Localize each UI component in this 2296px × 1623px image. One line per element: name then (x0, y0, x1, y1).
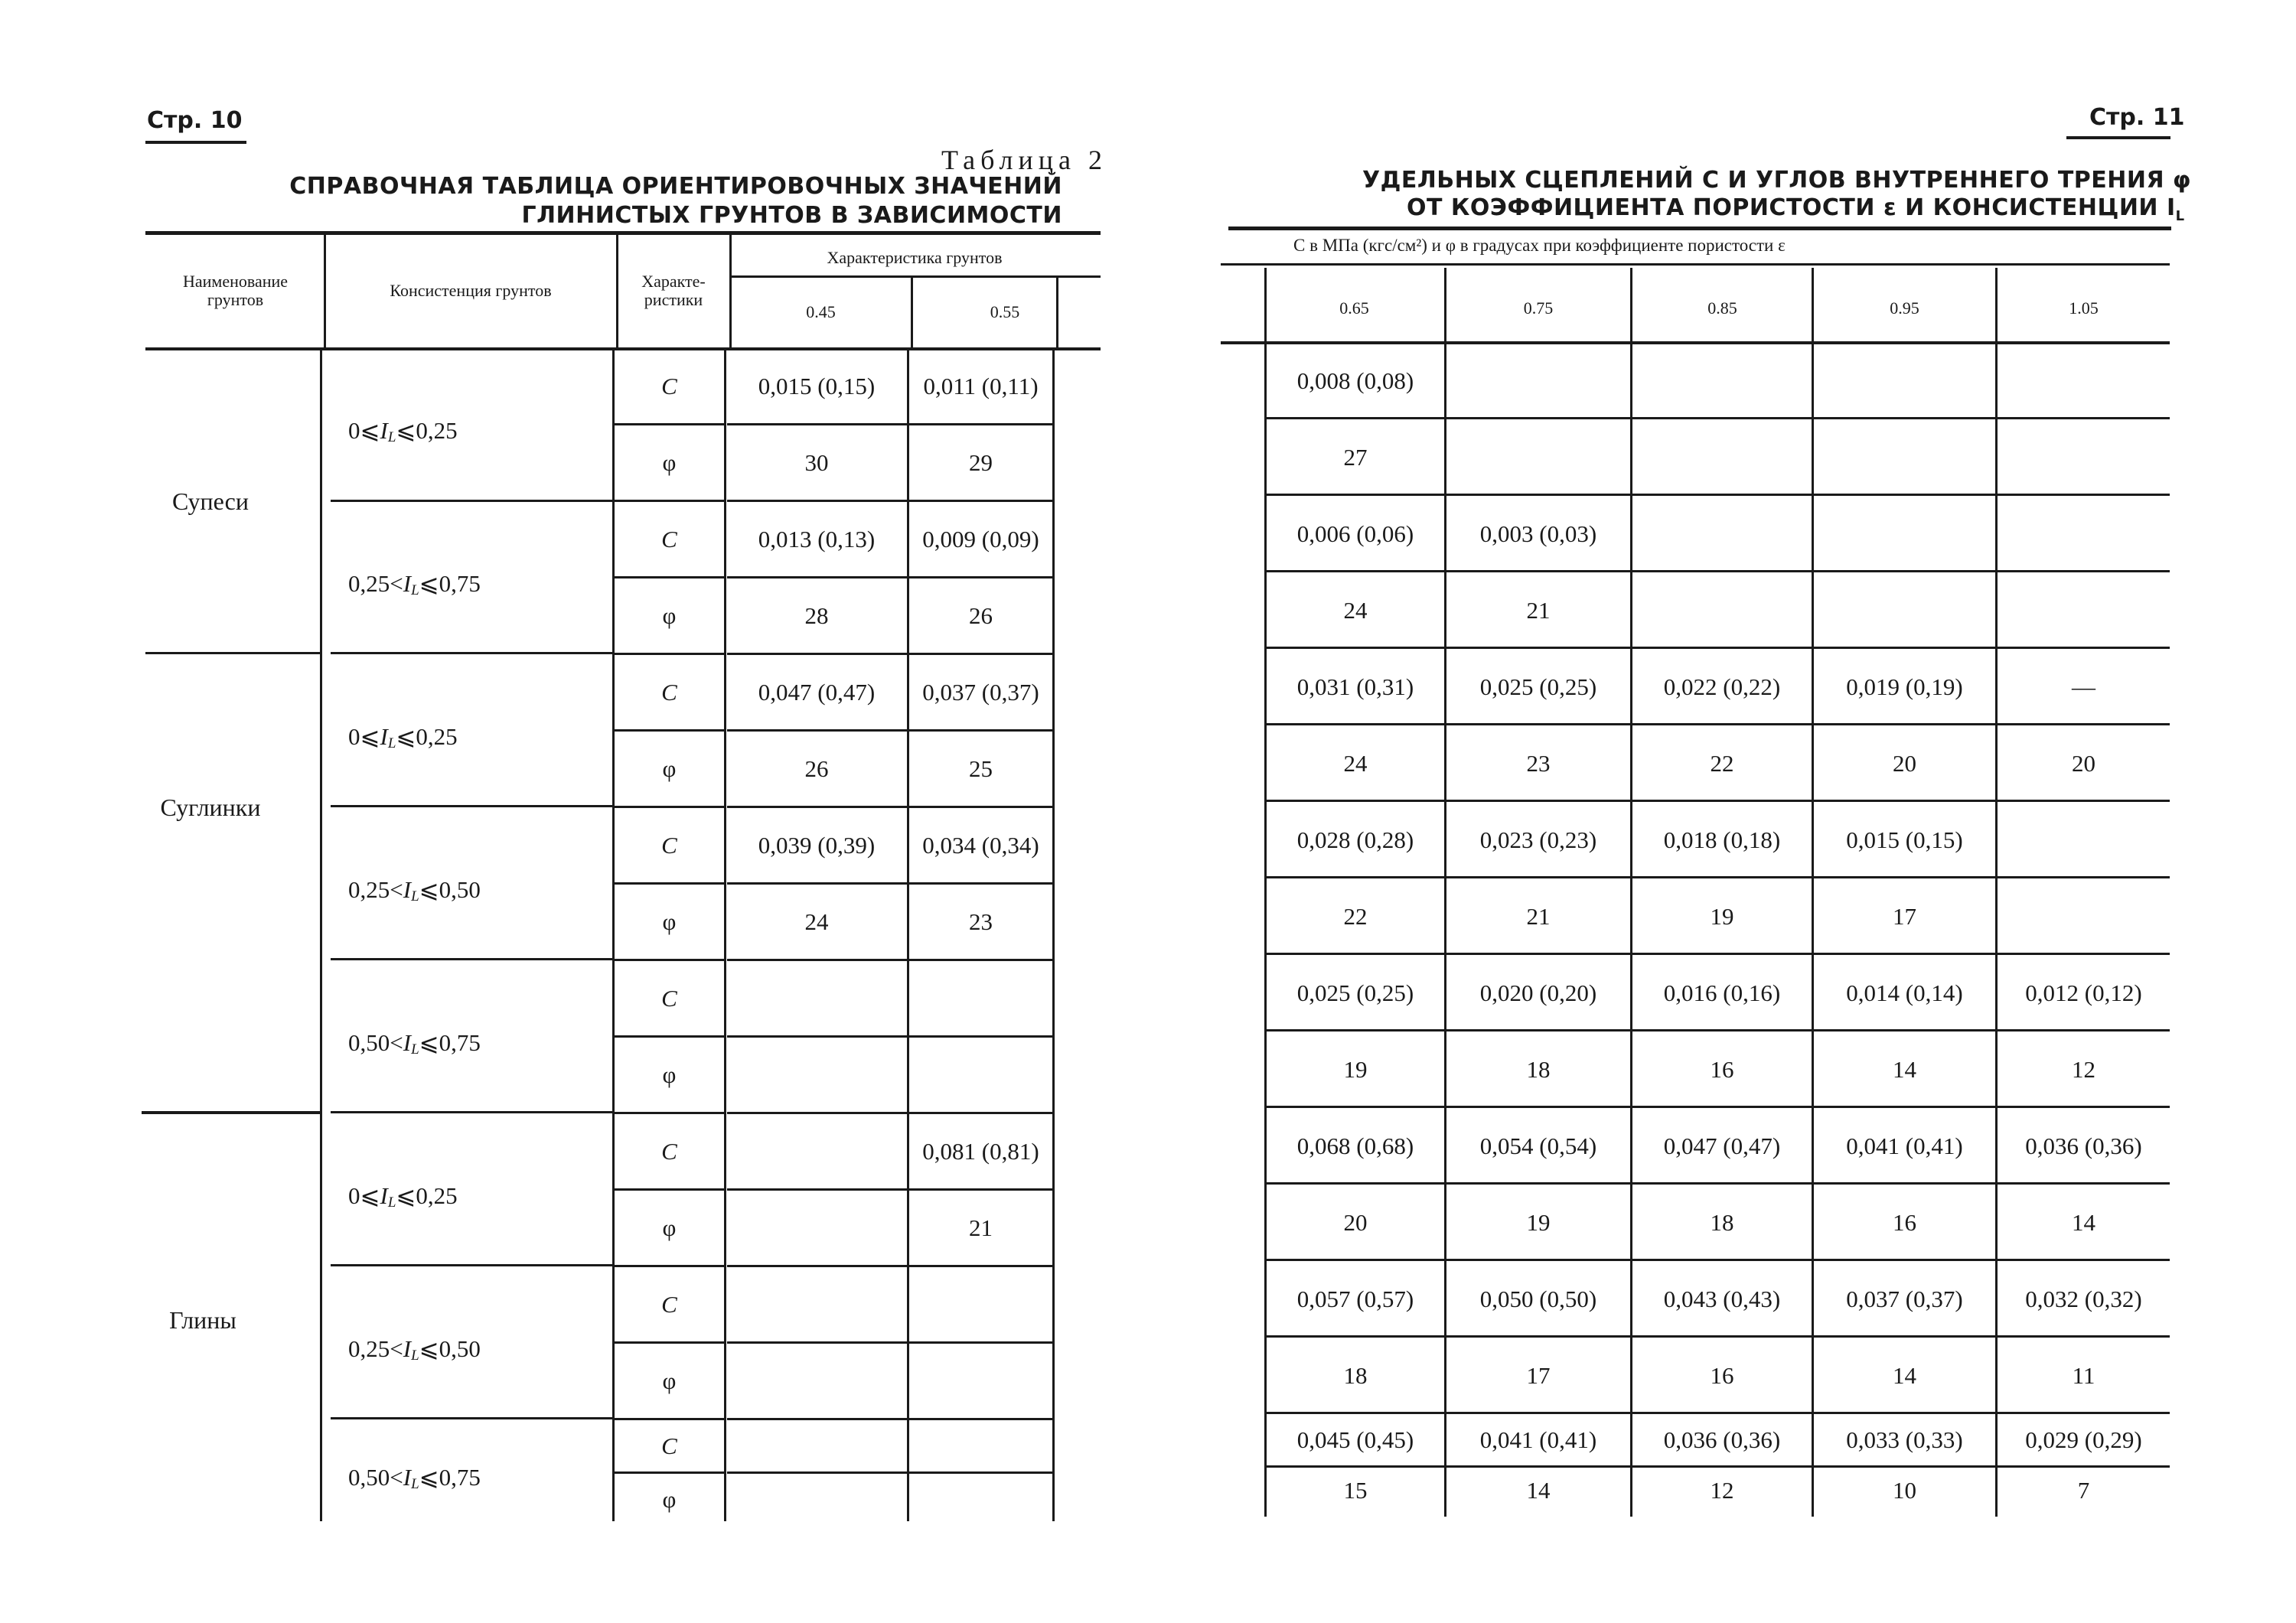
right-vline (1812, 268, 1814, 1517)
right-cell: 19 (1710, 903, 1734, 930)
right-cell: 27 (1343, 444, 1368, 471)
data-rule (727, 1112, 1052, 1114)
right-cell: 0,015 (0,15) (1846, 826, 1963, 853)
data-rule (727, 576, 1052, 578)
right-cell: 0,041 (0,41) (1846, 1133, 1963, 1159)
right-cell: 21 (1526, 903, 1551, 930)
data-rule (727, 882, 1052, 885)
consistency-label: $0,25<I_L⩽0,50$ (348, 1335, 481, 1364)
right-vline (1995, 268, 1998, 1517)
right-cell: 17 (1526, 1362, 1551, 1389)
header-consistency: Консистенция грунтов (390, 281, 552, 300)
right-cell: 17 (1893, 903, 1916, 930)
right-cell: 16 (1893, 1209, 1916, 1236)
left-cell: 0,015 (0,15) (758, 373, 876, 399)
right-cell: 0,025 (0,25) (1479, 673, 1597, 700)
left-cell: 30 (804, 449, 829, 476)
char-rule (615, 1341, 725, 1344)
char-rule (615, 1418, 725, 1420)
data-rule (727, 1418, 1052, 1420)
right-cell: 20 (1343, 1209, 1368, 1236)
body-vline-5 (1052, 350, 1055, 1521)
right-header-rule (1221, 263, 2170, 266)
data-rule (727, 653, 1052, 655)
right-vline (1630, 268, 1632, 1517)
left-page-number-underline (145, 141, 246, 144)
cons-separator-4 (331, 958, 614, 960)
right-cell: 0,047 (0,47) (1663, 1133, 1781, 1159)
char-rule (615, 1188, 725, 1191)
char-rule (615, 576, 725, 578)
char-rule (615, 1265, 725, 1267)
left-header-bottom-rule (145, 347, 1101, 350)
data-rule (727, 1188, 1052, 1191)
right-cell: 0,016 (0,16) (1663, 979, 1781, 1006)
right-cell: 0,036 (0,36) (2025, 1133, 2142, 1159)
right-row-rule (1264, 1412, 2170, 1414)
data-rule (727, 1265, 1052, 1267)
left-table-top-rule (145, 231, 1101, 235)
left-cell: 21 (969, 1214, 993, 1241)
left-cell: 0,009 (0,09) (922, 526, 1039, 552)
char-rule (615, 1471, 725, 1474)
data-rule (727, 1035, 1052, 1038)
right-cell: 14 (2072, 1209, 2095, 1236)
right-row-rule (1264, 647, 2170, 649)
right-cell: 0,006 (0,06) (1296, 520, 1414, 547)
right-row-rule (1264, 570, 2170, 572)
right-vline (1444, 268, 1446, 1517)
char-rule (615, 653, 725, 655)
right-table-top-rule (1228, 227, 2171, 230)
char-symbol-phi: φ (662, 1486, 677, 1513)
right-row-rule (1264, 800, 2170, 802)
right-cell: 18 (1343, 1362, 1368, 1389)
left-cell: 26 (804, 755, 829, 782)
left-cell: 23 (969, 908, 993, 935)
right-cell: 0,045 (0,45) (1296, 1426, 1414, 1453)
right-cell: 0,068 (0,68) (1296, 1133, 1414, 1159)
right-row-rule (1264, 417, 2170, 419)
right-col-header: 1.05 (2069, 298, 2099, 318)
right-cell: 0,032 (0,32) (2025, 1286, 2142, 1312)
left-cell: 24 (804, 908, 829, 935)
right-cell: 14 (1893, 1056, 1916, 1083)
left-cell: 28 (804, 602, 829, 629)
char-symbol-phi: φ (662, 1367, 677, 1394)
right-cell: 16 (1710, 1056, 1734, 1083)
right-cell: 16 (1710, 1362, 1734, 1389)
right-page-number-underline (2066, 136, 2170, 139)
char-rule (615, 500, 725, 502)
data-rule (727, 959, 1052, 961)
char-symbol-c: C (661, 1138, 677, 1165)
left-cell: 0,081 (0,81) (922, 1138, 1039, 1165)
right-cell: 22 (1343, 903, 1368, 930)
right-cell: 0,014 (0,14) (1846, 979, 1963, 1006)
soil-name-suglinki: Суглинки (160, 793, 261, 821)
left-cell: 0,011 (0,11) (923, 373, 1039, 399)
soil-name-supesi: Супеси (172, 487, 249, 515)
header-e-045: 0.45 (806, 301, 836, 321)
soil-separator-1 (145, 652, 321, 654)
char-symbol-c: C (661, 373, 677, 399)
char-symbol-phi: φ (662, 602, 677, 629)
data-rule (727, 806, 1052, 808)
consistency-label: $0,25<I_L⩽0,75$ (348, 570, 481, 598)
header-soil-characteristic-group: Характеристика грунтов (827, 248, 1003, 267)
char-symbol-c: C (661, 985, 677, 1012)
char-rule (615, 959, 725, 961)
char-symbol-c: C (661, 679, 677, 706)
right-cell: 12 (1710, 1477, 1734, 1504)
left-cell: 0,013 (0,13) (758, 526, 876, 552)
left-cell: 0,047 (0,47) (758, 679, 876, 706)
right-header-line: C в МПа (кгс/см²) и φ в градусах при коэффициенте пористости ε (1293, 236, 1786, 255)
char-rule (615, 882, 725, 885)
header-vline-2 (616, 235, 618, 348)
right-col-header: 0.75 (1523, 298, 1554, 318)
header-e-055: 0.55 (990, 301, 1020, 321)
char-rule (615, 806, 725, 808)
soil-separator-2 (142, 1111, 321, 1114)
right-cell: 24 (1343, 597, 1368, 624)
right-row-rule (1264, 1106, 2170, 1108)
char-rule (615, 423, 725, 425)
left-cell: 29 (969, 449, 993, 476)
header-vline-3 (729, 235, 732, 348)
right-cell: 23 (1526, 750, 1551, 777)
right-cell: 19 (1343, 1056, 1368, 1083)
right-cell: 0,020 (0,20) (1479, 979, 1597, 1006)
right-cell: 0,041 (0,41) (1479, 1426, 1597, 1453)
left-cell: 26 (969, 602, 993, 629)
right-cell: 0,054 (0,54) (1479, 1133, 1597, 1159)
char-symbol-c: C (661, 526, 677, 552)
right-cell: 0,018 (0,18) (1663, 826, 1781, 853)
right-cell: 19 (1526, 1209, 1551, 1236)
char-symbol-phi: φ (662, 1061, 677, 1088)
char-symbol-c: C (661, 832, 677, 859)
right-row-rule (1264, 1259, 2170, 1261)
right-cell: 0,057 (0,57) (1296, 1286, 1414, 1312)
right-row-rule (1264, 494, 2170, 496)
data-rule (727, 1341, 1052, 1344)
right-col-header: 0.65 (1339, 298, 1369, 318)
header-group-rule (731, 275, 1101, 278)
right-cell: 21 (1526, 597, 1551, 624)
right-cell: 0,012 (0,12) (2025, 979, 2142, 1006)
soil-name-gliny: Глины (169, 1305, 236, 1334)
consistency-label: $0,25<I_L⩽0,50$ (348, 876, 481, 904)
right-cell: 18 (1710, 1209, 1734, 1236)
data-rule (727, 729, 1052, 732)
right-cell: 0,025 (0,25) (1296, 979, 1414, 1006)
consistency-label: $0⩽I_L⩽0,25$ (348, 723, 458, 751)
right-row-rule (1264, 953, 2170, 955)
data-rule (727, 423, 1052, 425)
right-row-rule (1264, 876, 2170, 878)
right-cell: 10 (1893, 1477, 1916, 1504)
right-row-rule (1264, 1182, 2170, 1185)
right-cell: 0,037 (0,37) (1846, 1286, 1963, 1312)
right-cell: 0,022 (0,22) (1663, 673, 1781, 700)
char-symbol-phi: φ (662, 1214, 677, 1241)
right-cell: 20 (1893, 750, 1916, 777)
right-cell: 14 (1893, 1362, 1916, 1389)
char-rule (615, 1035, 725, 1038)
left-title-line-2: ГЛИНИСТЫХ ГРУНТОВ В ЗАВИСИМОСТИ (521, 202, 1062, 229)
cons-separator-3 (331, 805, 614, 807)
left-cell: 25 (969, 755, 993, 782)
right-cell: 12 (2072, 1056, 2095, 1083)
right-cell: 15 (1343, 1477, 1368, 1504)
header-vline-5 (1056, 277, 1058, 348)
consistency-label: $0,50<I_L⩽0,75$ (348, 1464, 481, 1492)
right-cell: 7 (2077, 1477, 2090, 1504)
char-symbol-phi: φ (662, 908, 677, 935)
right-cell: 0,050 (0,50) (1479, 1286, 1597, 1312)
cons-separator-1 (331, 500, 614, 502)
right-row-rule (1264, 723, 2170, 725)
right-cell: 14 (1526, 1477, 1551, 1504)
consistency-label: $0,50<I_L⩽0,75$ (348, 1029, 481, 1058)
left-cell: 0,034 (0,34) (922, 832, 1039, 859)
consistency-label: $0⩽I_L⩽0,25$ (348, 1182, 458, 1211)
char-rule (615, 729, 725, 732)
left-cell: 0,037 (0,37) (922, 679, 1039, 706)
right-col-header: 0.85 (1707, 298, 1737, 318)
right-cell: 18 (1526, 1056, 1551, 1083)
right-cell: — (2072, 673, 2095, 700)
table-label: Таблица 2 (941, 145, 1107, 175)
right-cell: 0,023 (0,23) (1479, 826, 1597, 853)
data-rule (727, 1471, 1052, 1474)
char-rule (615, 1112, 725, 1114)
left-page-number: Стр. 10 (147, 107, 243, 134)
cons-separator-7 (331, 1417, 614, 1419)
right-row-rule (1264, 1029, 2170, 1031)
body-vline-1 (320, 350, 322, 1521)
header-vline-4 (911, 277, 913, 348)
header-characteristics: Характе-ристики (641, 272, 706, 309)
right-cell: 0,029 (0,29) (2025, 1426, 2142, 1453)
right-row-rule (1264, 1335, 2170, 1338)
char-symbol-phi: φ (662, 755, 677, 782)
char-symbol-c: C (661, 1432, 677, 1459)
right-cell: 0,031 (0,31) (1296, 673, 1414, 700)
right-cell: 0,043 (0,43) (1663, 1286, 1781, 1312)
left-cell: 0,039 (0,39) (758, 832, 876, 859)
right-title-line-1: УДЕЛЬНЫХ СЦЕПЛЕНИЙ C И УГЛОВ ВНУТРЕННЕГО ТРЕНИЯ φ (1362, 167, 2191, 194)
right-cell: 24 (1343, 750, 1368, 777)
right-cell: 22 (1710, 750, 1734, 777)
left-title-line-1: СПРАВОЧНАЯ ТАБЛИЦА ОРИЕНТИРОВОЧНЫХ ЗНАЧЕНИЙ (289, 173, 1062, 200)
right-cell: 0,019 (0,19) (1846, 673, 1963, 700)
data-rule (727, 500, 1052, 502)
right-cell: 11 (2072, 1362, 2095, 1389)
header-vline-1 (324, 235, 326, 348)
right-title-line-2: ОТ КОЭФФИЦИЕНТА ПОРИСТОСТИ ε И КОНСИСТЕНЦИИ $I_L$ (1407, 194, 2185, 224)
right-cell: 0,028 (0,28) (1296, 826, 1414, 853)
right-page-number: Стр. 11 (2089, 104, 2185, 131)
cons-separator-2 (331, 652, 614, 654)
right-cell: 0,033 (0,33) (1846, 1426, 1963, 1453)
right-header-bottom-rule (1221, 341, 2170, 344)
right-col-header: 0.95 (1890, 298, 1919, 318)
right-cell: 0,003 (0,03) (1479, 520, 1597, 547)
header-soil-name: Наименование грунтов (182, 272, 289, 309)
char-symbol-phi: φ (662, 449, 677, 476)
char-symbol-c: C (661, 1291, 677, 1318)
right-cell: 20 (2072, 750, 2095, 777)
cons-separator-6 (331, 1264, 614, 1266)
consistency-label: $0⩽I_L⩽0,25$ (348, 417, 458, 445)
right-cell: 0,008 (0,08) (1296, 367, 1414, 394)
right-cell: 0,036 (0,36) (1663, 1426, 1781, 1453)
cons-separator-5 (331, 1111, 614, 1113)
